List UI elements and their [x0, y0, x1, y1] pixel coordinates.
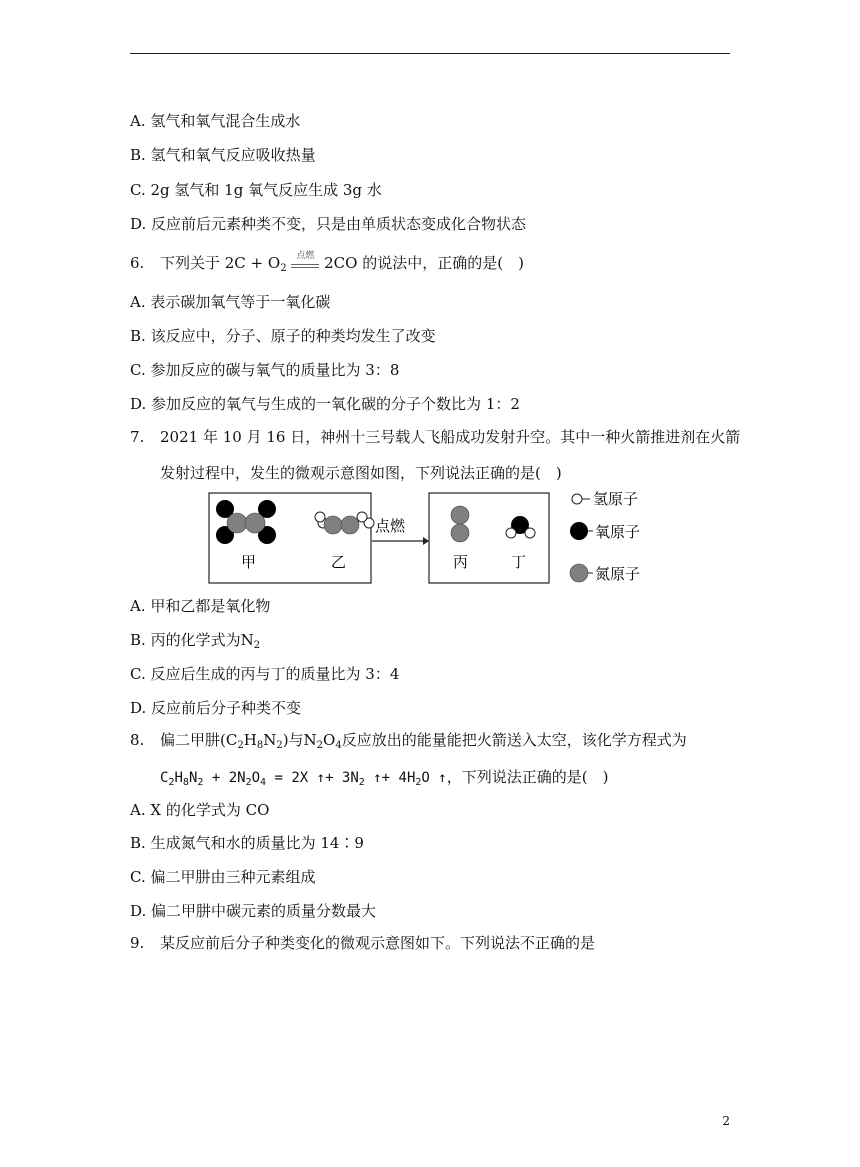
q6-option-a: A. 表示碳加氧气等于一氧化碳: [130, 293, 331, 311]
q8-option-b: B. 生成氮气和水的质量比为 14∶9: [130, 834, 364, 852]
q6-option-b: B. 该反应中，分子、原子的种类均发生了改变: [130, 327, 436, 345]
q8-option-d: D. 偏二甲肼中碳元素的质量分数最大: [130, 902, 377, 920]
q8-option-a: A. X 的化学式为 CO: [130, 801, 270, 819]
molecule-bing: [451, 506, 469, 542]
legend-nitrogen: 氮原子: [595, 565, 641, 583]
q6-option-d: D. 参加反应的氧气与生成的一氧化碳的分子个数比为 1：2: [130, 395, 520, 413]
q5-option-d: D. 反应前后元素种类不变，只是由单质状态变成化合物状态: [130, 215, 527, 233]
q9-stem: 9. 某反应前后分子种类变化的微观示意图如下。下列说法不正确的是: [130, 934, 596, 952]
q7-option-c: C. 反应后生成的丙与丁的质量比为 3：4: [130, 665, 400, 683]
q7-stem-line2: 发射过程中，发生的微观示意图如图，下列说法正确的是( ): [160, 464, 562, 482]
arrow-label: 点燃: [375, 517, 406, 535]
molecule-yi: [315, 512, 374, 534]
label-jia: 甲: [241, 553, 257, 571]
q8-option-c: C. 偏二甲肼由三种元素组成: [130, 868, 316, 886]
q5-option-c: C. 2g 氢气和 1g 氧气反应生成 3g 水: [130, 181, 382, 199]
q5-option-a: A. 氢气和氧气混合生成水: [130, 112, 301, 130]
legend-oxygen: 氧原子: [595, 523, 641, 541]
molecule-jia: [216, 500, 276, 544]
molecular-diagram: [205, 487, 665, 587]
legend-hydrogen: 氢原子: [593, 490, 639, 508]
q7-option-d: D. 反应前后分子种类不变: [130, 699, 302, 717]
q7-option-a: A. 甲和乙都是氧化物: [130, 597, 271, 615]
label-bing: 丙: [453, 553, 469, 571]
q5-option-b: B. 氢气和氧气反应吸收热量: [130, 146, 316, 164]
q7-stem-line1: 7. 2021 年 10 月 16 日，神州十三号载人飞船成功发射升空。其中一种火箭推进剂在火箭: [130, 428, 741, 446]
header-rule: [130, 53, 730, 54]
label-yi: 乙: [331, 553, 347, 571]
q8-stem-line1: 8. 偏二甲肼$(C_2H_8N_2)$与$N_2O_4$反应放出的能量能把火箭送入太空，该化学方程式为: [130, 731, 687, 751]
molecule-ding: [506, 516, 535, 538]
q6-stem: 6. 下列关于 $2C + O_2$ 点燃 2CO 的说法中，正确的是( ): [130, 251, 524, 274]
label-ding: 丁: [511, 553, 527, 571]
q6-option-c: C. 参加反应的碳与氧气的质量比为 3：8: [130, 361, 400, 379]
legend: [570, 490, 640, 583]
page-number: 2: [722, 1114, 730, 1128]
reaction-condition: 点燃: [291, 255, 319, 268]
q7-option-b: B. 丙的化学式为$N_2$: [130, 631, 261, 651]
q8-equation: $C_2H_8N_2 + 2N_2O_4 = 2X$ ↑+ $3N_2$ ↑+ $4H_2O$ ↑，下列说法正确的是( ): [160, 768, 609, 788]
